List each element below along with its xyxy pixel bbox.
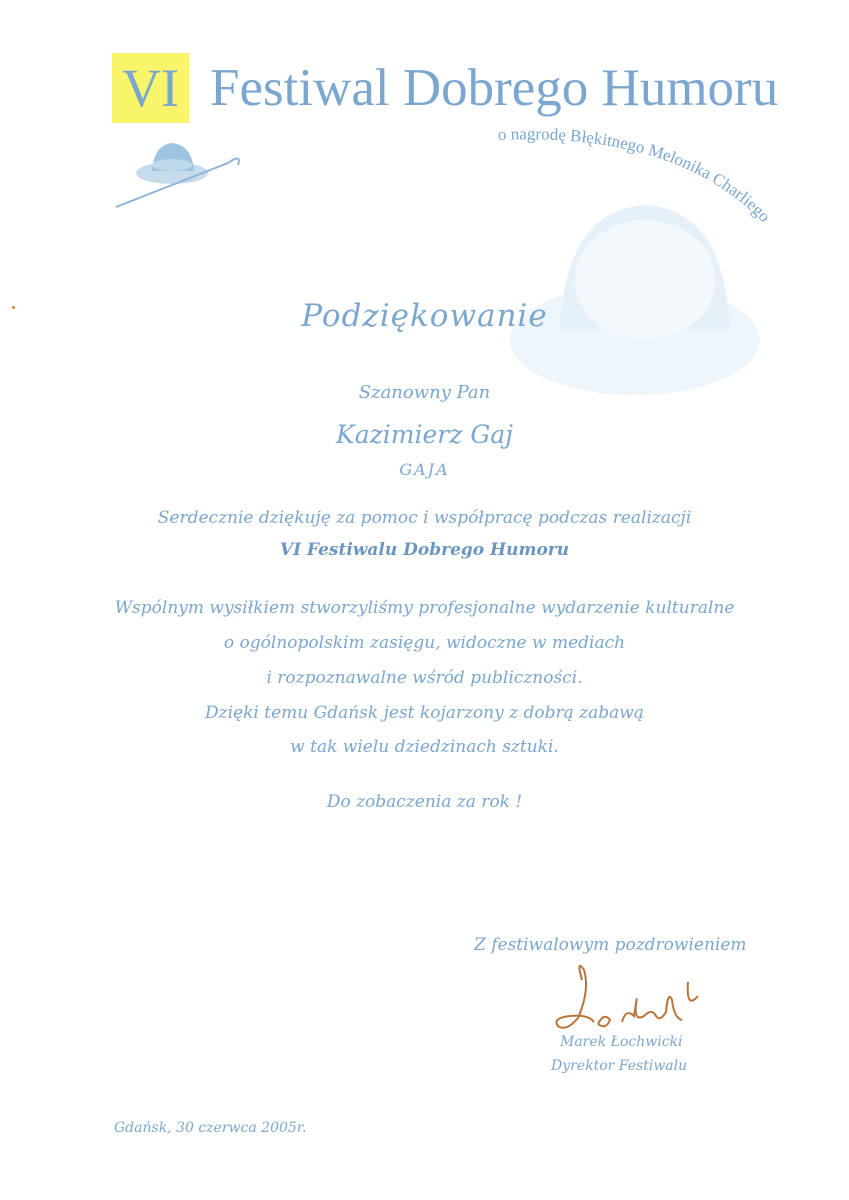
award-subtitle-text: o nagrodę Błękitnego Melonika Charliego <box>497 124 775 226</box>
salutation: Szanowny Pan <box>358 382 491 403</box>
body-line: i rozpoznawalne wśród publiczności. <box>266 668 583 688</box>
signer-name: Marek Łochwicki <box>560 1034 683 1050</box>
regards-line: Z festiwalowym pozdrowieniem <box>474 935 747 955</box>
handwritten-signature <box>548 960 708 1040</box>
body-line: o ogólnopolskim zasięgu, widoczne w mediach <box>223 633 626 653</box>
closing-line: Do zobaczenia za rok ! <box>326 792 523 812</box>
body-line: Wspólnym wysiłkiem stworzyliśmy profesjonalne wydarzenie kulturalne <box>114 598 735 618</box>
letter-heading: Podziękowanie <box>301 298 548 334</box>
thanks-line: Serdecznie dziękuję za pomoc i współpracę podczas realizacji <box>157 508 692 528</box>
festival-title: Festiwal Dobrego Humoru <box>210 59 779 117</box>
body-line: Dzięki temu Gdańsk jest kojarzony z dobrą zabawą <box>205 703 644 723</box>
body-line: w tak wielu dziedzinach sztuki. <box>290 737 559 757</box>
bowler-hat-cane-logo-icon <box>110 135 250 215</box>
recipient-name: Kazimierz Gaj <box>336 420 513 449</box>
place-and-date: Gdańsk, 30 czerwca 2005r. <box>114 1120 307 1136</box>
festival-name-line: VI Festiwalu Dobrego Humoru <box>279 540 570 560</box>
recipient-company: GAJA <box>399 460 450 479</box>
festival-edition-numeral: VI <box>112 53 189 123</box>
signer-role: Dyrektor Festiwalu <box>551 1058 688 1074</box>
